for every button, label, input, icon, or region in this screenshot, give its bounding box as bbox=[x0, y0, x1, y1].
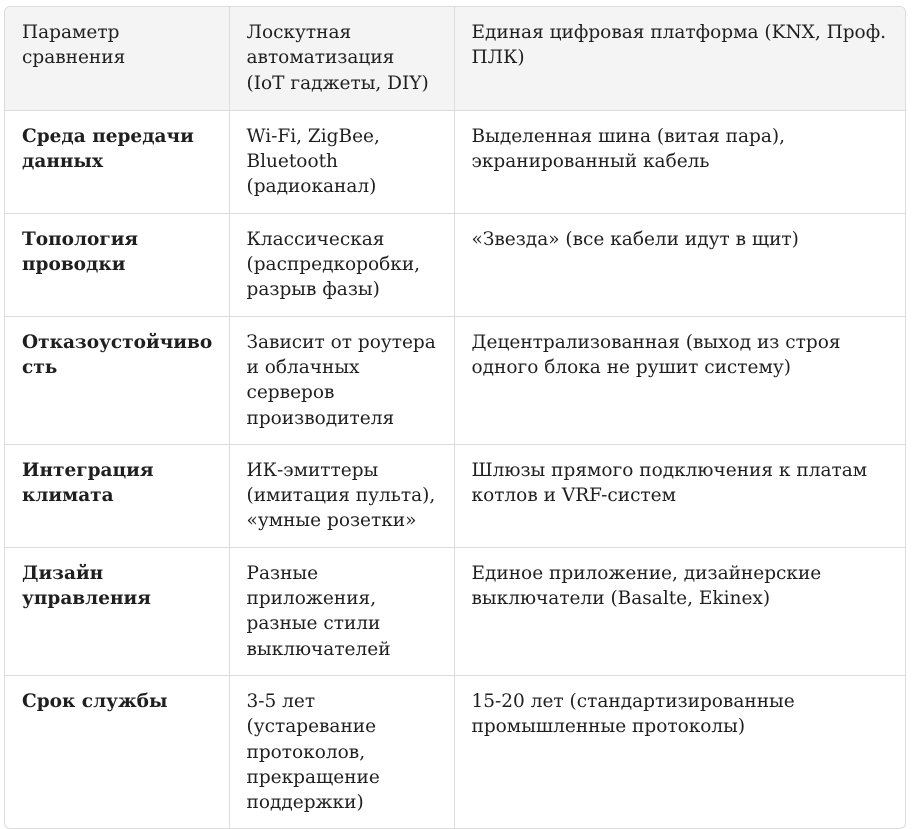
table-row bbox=[5, 316, 905, 444]
row-parameter: Интеграция климата bbox=[5, 444, 229, 547]
table-row bbox=[5, 444, 905, 547]
row-patchwork-value: Wi-Fi, ZigBee, Bluetooth (радиоканал) bbox=[229, 110, 454, 213]
row-platform-value: Единое приложение, дизайнерские выключатели (Basalte, Ekinex) bbox=[454, 547, 905, 675]
row-platform-value: 15-20 лет (стандартизированные промышленные протоколы) bbox=[471, 690, 795, 738]
table-row bbox=[5, 547, 905, 675]
table-header bbox=[5, 7, 905, 110]
row-parameter: Отказоустойчивость bbox=[5, 316, 229, 444]
row-parameter: Срок службы bbox=[5, 675, 229, 828]
row-platform-value: «Звезда» (все кабели идут в щит) bbox=[454, 213, 905, 316]
row-platform-value: Выделенная шина (витая пара), экранированный кабель bbox=[454, 110, 905, 213]
row-parameter: Среда передачи данных bbox=[5, 110, 229, 213]
header-parameter: Параметр сравнения bbox=[5, 7, 229, 110]
row-patchwork-value: ИК-эмиттеры (имитация пульта), «умные розетки» bbox=[229, 444, 454, 547]
table-row bbox=[5, 675, 905, 828]
table-row bbox=[5, 213, 905, 316]
row-parameter: Топология проводки bbox=[5, 213, 229, 316]
row-patchwork-value: 3-5 лет (устаревание протоколов, прекращение поддержки) bbox=[229, 675, 454, 828]
header-row bbox=[5, 7, 905, 110]
table-body bbox=[5, 110, 905, 828]
row-patchwork-value: Зависит от роутера и облачных серверов производителя bbox=[229, 316, 454, 444]
row-patchwork-value: Классическая (распредкоробки, разрыв фазы) bbox=[229, 213, 454, 316]
header-unified-platform: Единая цифровая платформа (KNX, Проф. ПЛК) bbox=[454, 7, 905, 110]
row-platform-value: Децентрализованная (выход из строя одного блока не рушит систему) bbox=[454, 316, 905, 444]
row-parameter: Дизайн управления bbox=[5, 547, 229, 675]
comparison-table-container bbox=[4, 6, 906, 829]
table-row bbox=[5, 110, 905, 213]
row-platform-value: Шлюзы прямого подключения к платам котлов и VRF-систем bbox=[454, 444, 905, 547]
header-patchwork-automation: Лоскутная автоматизация (IoT гаджеты, DIY) bbox=[229, 7, 454, 110]
comparison-table bbox=[5, 7, 905, 828]
row-patchwork-value: Разные приложения, разные стили выключателей bbox=[229, 547, 454, 675]
